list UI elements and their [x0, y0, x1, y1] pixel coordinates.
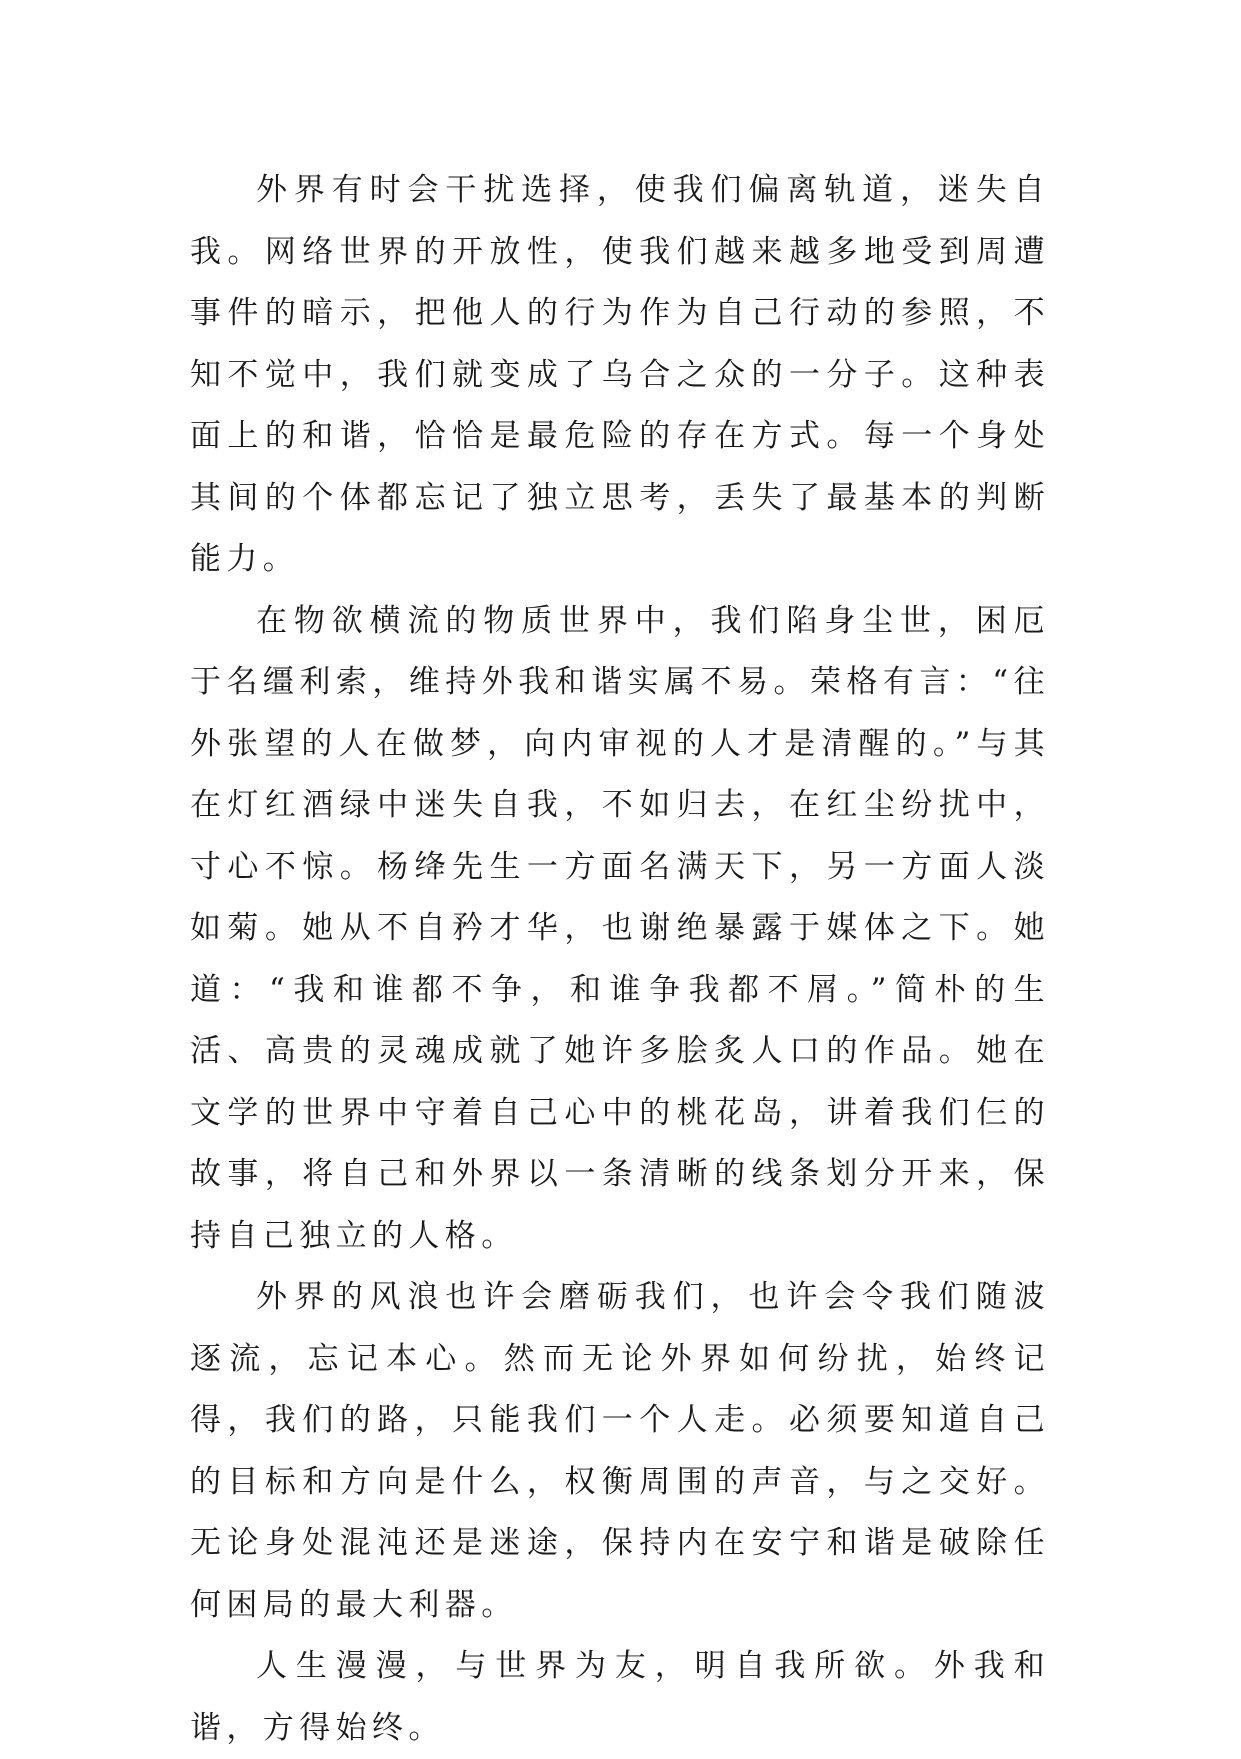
paragraph: 外界的风浪也许会磨砺我们，也许会令我们随波逐流，忘记本心。然而无论外界如何纷扰，始终记得，我们的路，只能我们一个人走。必须要知道自己的目标和方向是什么，权衡周围的声音，与之交好。无论身处混沌还是迷途，保持内在安宁和谐是破除任何困局的最大利器。 [190, 1279, 1050, 1623]
paragraph: 人生漫漫，与世界为友，明自我所欲。外我和谐，方得始终。 [190, 1648, 1050, 1746]
body-text [190, 160, 1050, 1759]
paragraph: 在物欲横流的物质世界中，我们陷身尘世，困厄于名缰利索，维持外我和谐实属不易。荣格有言：“往外张望的人在做梦，向内审视的人才是清醒的。”与其在灯红酒绿中迷失自我，不如归去，在红尘纷扰中，寸心不惊。杨绛先生一方面名满天下，另一方面人淡如菊。她从不自矜才华，也谢绝暴露于媒体之下。她道：“我和谁都不争，和谁争我都不屑。”简朴的生活、高贵的灵魂成就了她许多脍炙人口的作品。她在文学的世界中守着自己心中的桃花岛，讲着我们仨的故事，将自己和外界以一条清晰的线条划分开来，保持自己独立的人格。 [190, 602, 1050, 1254]
paragraph: 外界有时会干扰选择，使我们偏离轨道，迷失自我。网络世界的开放性，使我们越来越多地受到周遭事件的暗示，把他人的行为作为自己行动的参照，不知不觉中，我们就变成了乌合之众的一分子。这种表面上的和谐，恰恰是最危险的存在方式。每一个身处其间的个体都忘记了独立思考，丢失了最基本的判断能力。 [190, 172, 1050, 577]
